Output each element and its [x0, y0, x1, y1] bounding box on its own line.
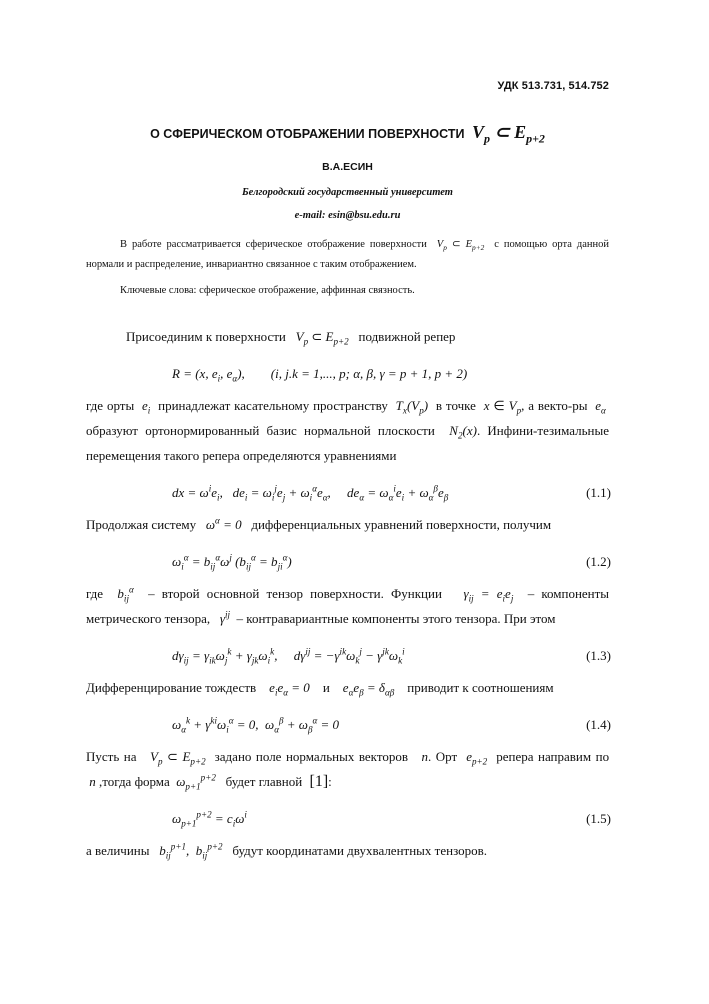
paragraph-6: Пусть на $V_p$ ⊂ $E_{p+2}$ задано поле нормальных векторов n. Орт $e_{p+2}$ репера направим по n ,тогда форма $\omega_{p+1}^{p+2}$ будет главной [1]: — [86, 749, 610, 792]
equation-1-2: $\omega_i^\alpha = b_{ij}^\alpha\omega^j$ $(b_{ij}^\alpha = b_{ji}^\alpha)$ (1.2) — [86, 537, 609, 581]
equation-1-5: $\omega_{p+1}^{p+2} = c_i\omega^i$ (1.5) — [86, 794, 609, 838]
equation-1-4: $\omega_\alpha^k + \gamma^{ki}\omega_i^\alpha = 0$, $\omega_\alpha^\beta + \omega_\beta^\alpha = 0$ (1.4) — [86, 700, 609, 744]
paragraph-3: Продолжая систему $\omega^\alpha = 0$ дифференциальных уравнений поверхности, получим — [86, 515, 552, 532]
keywords: Ключевые слова: сферическое отображение, аффинная связность. — [120, 285, 415, 296]
udk-code: УДК 513.731, 514.752 — [497, 80, 609, 92]
citation-ref[interactable]: [1] — [305, 773, 329, 790]
paper-title — [86, 122, 609, 146]
paragraph-7: а величины $b_{ij}^{p+1}$, $b_{ij}^{p+2}$ будут координатами двухвалентных тензоров. — [86, 841, 488, 861]
title-formula: $V_p$ ⊂ $E_{p+2}$ — [471, 122, 545, 146]
equation-number: (1.1) — [586, 485, 611, 500]
abstract-formula: $V_p$ ⊂ $E_{p+2}$ — [431, 239, 485, 253]
body-text — [86, 324, 609, 863]
paragraph-4: где $b_{ij}^\alpha$ – второй основной тензор поверхности. Функции $\gamma_{ij} = e_ie_j$ – компоненты метрического тензора, $\gamma^{ij}$ – контравариантные компоненты этого тензора. При этом — [86, 584, 610, 626]
equation-number: (1.3) — [586, 648, 611, 663]
author-email: e-mail: esin@bsu.edu.ru — [294, 210, 401, 221]
equation-frame: R = (x, $e_i$, $e_\alpha$), (i, j.k = 1,..., p; α, β, γ = p + 1, p + 2) — [172, 366, 468, 384]
paragraph-1: Присоединим к поверхности $V_p$ ⊂ $E_{p+2}$ подвижной репер — [126, 329, 456, 347]
equation-1-3: $d\gamma_{ij} = \gamma_{ik}\omega_j^k + \gamma_{jk}\omega_i^k$, $d\gamma^{ij} = -\gamma^{ik}\omega_k^j - \gamma^{jk}\omega_k^i$ (1.3) — [86, 631, 609, 675]
equation-number: (1.5) — [586, 811, 611, 826]
equation-number: (1.4) — [586, 717, 611, 732]
equation-number: (1.2) — [586, 554, 611, 569]
paragraph-5: Дифференцирование тождеств $e_ie_\alpha = 0$ и $e_\alpha e_\beta = \delta_{\alpha\beta}$ приводит к соотношениям — [86, 680, 554, 698]
equation-1-1: dx = $\omega^ie_i$, $de_i = \omega_i^je_j + \omega_i^\alpha e_\alpha$, $de_\alpha = \omega_\alpha^ie_i + \omega_\alpha^\beta e_\beta$ (1.1) — [86, 468, 609, 512]
title-text: О СФЕРИЧЕСКОМ ОТОБРАЖЕНИИ ПОВЕРХНОСТИ — [150, 127, 465, 141]
abstract: В работе рассматривается сферическое отображение поверхности $V_p$ ⊂ $E_{p+2}$ с помощью орта данной нормали и распределение, инвариантно связанное с таким отображением. — [86, 239, 609, 270]
author-name: В.А.ЕСИН — [322, 161, 373, 173]
affiliation: Белгородский государственный университет — [242, 187, 453, 198]
paragraph-2: где орты $e_i$ принадлежат касательному пространству $T_x(V_p)$ в точке x ∈ $V_p$, а векто-ры $e_\alpha$ образуют ортонормированный базис нормальной плоскости $N_2(x)$. Инфини-тезимальные перемещения такого репера определяются уравнениями — [86, 398, 609, 463]
